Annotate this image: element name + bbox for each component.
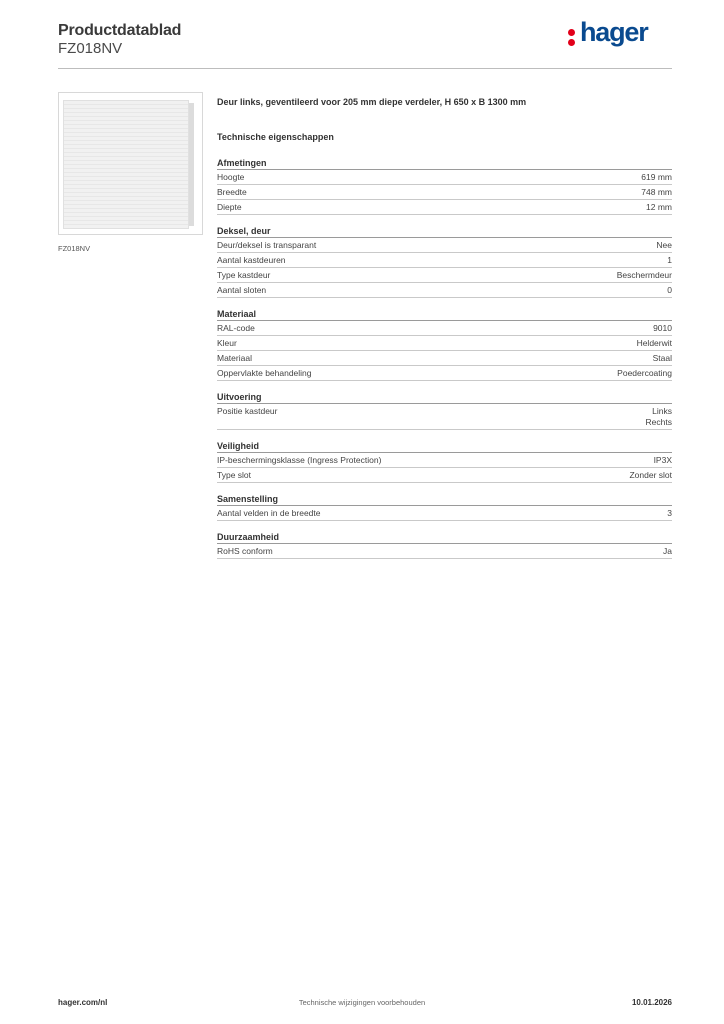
spec-row — [217, 544, 672, 559]
section-title: Afmetingen — [217, 156, 672, 170]
document-title: Productdatablad — [58, 22, 182, 39]
section-title: Veiligheid — [217, 439, 672, 453]
spec-value — [641, 172, 672, 183]
spec-value-text: 3 — [667, 508, 672, 518]
spec-section — [217, 492, 672, 521]
spec-value-text: Staal — [652, 353, 672, 363]
spec-label: Aantal kastdeuren — [217, 255, 286, 265]
spec-label: Positie kastdeur — [217, 406, 278, 416]
spec-value-text: Nee — [656, 240, 672, 250]
spec-label: Breedte — [217, 187, 247, 197]
spec-value-text: 748 mm — [641, 187, 672, 197]
spec-value — [663, 546, 672, 557]
spec-value — [653, 353, 672, 364]
spec-value — [646, 202, 672, 213]
spec-row — [217, 200, 672, 215]
spec-label: Materiaal — [217, 353, 252, 363]
spec-value — [667, 255, 672, 266]
specifications — [217, 95, 672, 559]
spec-label: Type kastdeur — [217, 270, 271, 280]
spec-sections — [217, 156, 672, 559]
spec-label: Aantal velden in de breedte — [217, 508, 321, 518]
spec-row — [217, 253, 672, 268]
logo-text: hager — [580, 17, 648, 47]
spec-value-text: Poedercoating — [617, 368, 672, 378]
product-image — [58, 92, 203, 235]
spec-value — [646, 406, 672, 428]
spec-value-text: IP3X — [653, 455, 672, 465]
spec-section — [217, 530, 672, 559]
spec-row — [217, 321, 672, 336]
spec-row — [217, 185, 672, 200]
spec-value — [653, 323, 672, 334]
footer-note: Technische wijzigingen voorbehouden — [298, 998, 426, 1007]
product-code: FZ018NV — [58, 40, 123, 57]
spec-value-text: Beschermdeur — [616, 270, 672, 280]
section-title: Uitvoering — [217, 390, 672, 404]
spec-row — [217, 170, 672, 185]
spec-value-text: Zonder slot — [629, 470, 672, 480]
product-description: Deur links, geventileerd voor 205 mm diepe verdeler, H 650 x B 1300 mm — [217, 97, 527, 107]
spec-value — [656, 240, 672, 251]
spec-section — [217, 390, 672, 430]
spec-value — [641, 187, 672, 198]
spec-row — [217, 351, 672, 366]
spec-row — [217, 404, 672, 430]
spec-value — [637, 338, 672, 349]
spec-value — [617, 270, 672, 281]
spec-label: RAL-code — [217, 323, 255, 333]
hager-logo — [566, 16, 666, 50]
section-title: Deksel, deur — [217, 224, 672, 238]
spec-section — [217, 156, 672, 215]
section-title: Samenstelling — [217, 492, 672, 506]
spec-value-text: 619 mm — [641, 172, 672, 182]
spec-value-text: Links — [652, 406, 672, 416]
spec-value — [667, 285, 672, 296]
section-title: Materiaal — [217, 307, 672, 321]
door-panel-edge — [189, 103, 194, 226]
spec-value — [667, 508, 672, 519]
spec-label: Type slot — [217, 470, 252, 480]
spec-label: Deur/deksel is transparant — [217, 240, 317, 250]
spec-row — [217, 238, 672, 253]
spec-label: Kleur — [217, 338, 237, 348]
spec-label: IP-beschermingsklasse (Ingress Protection) — [217, 455, 382, 465]
footer-date: 10.01.2026 — [631, 998, 672, 1007]
header-divider — [58, 68, 672, 69]
image-caption: FZ018NV — [58, 244, 91, 253]
spec-label: Aantal sloten — [217, 285, 267, 295]
spec-row — [217, 336, 672, 351]
spec-label: RoHS conform — [217, 546, 273, 556]
spec-value — [617, 368, 672, 379]
section-title: Duurzaamheid — [217, 530, 672, 544]
spec-row — [217, 453, 672, 468]
door-panel-illustration — [63, 100, 189, 229]
spec-value-text: Rechts — [645, 417, 672, 427]
spec-row — [217, 366, 672, 381]
spec-section — [217, 307, 672, 381]
spec-row — [217, 506, 672, 521]
logo-dot-icon — [568, 39, 575, 46]
logo-dot-icon — [568, 29, 575, 36]
spec-value-text: 0 — [667, 285, 672, 295]
spec-section — [217, 439, 672, 483]
spec-row — [217, 268, 672, 283]
spec-row — [217, 468, 672, 483]
spec-section — [217, 224, 672, 298]
spec-label: Hoogte — [217, 172, 245, 182]
spec-value-text: 1 — [667, 255, 672, 265]
spec-label: Oppervlakte behandeling — [217, 368, 312, 378]
spec-value — [629, 470, 672, 481]
spec-row — [217, 283, 672, 298]
spec-value-text: 12 mm — [646, 202, 672, 212]
footer-website: hager.com/nl — [58, 998, 108, 1007]
spec-value — [654, 455, 672, 466]
spec-value-text: 9010 — [653, 323, 672, 333]
technical-properties-heading: Technische eigenschappen — [217, 132, 334, 142]
spec-value-text: Helderwit — [636, 338, 672, 348]
spec-value-text: Ja — [663, 546, 672, 556]
spec-label: Diepte — [217, 202, 242, 212]
